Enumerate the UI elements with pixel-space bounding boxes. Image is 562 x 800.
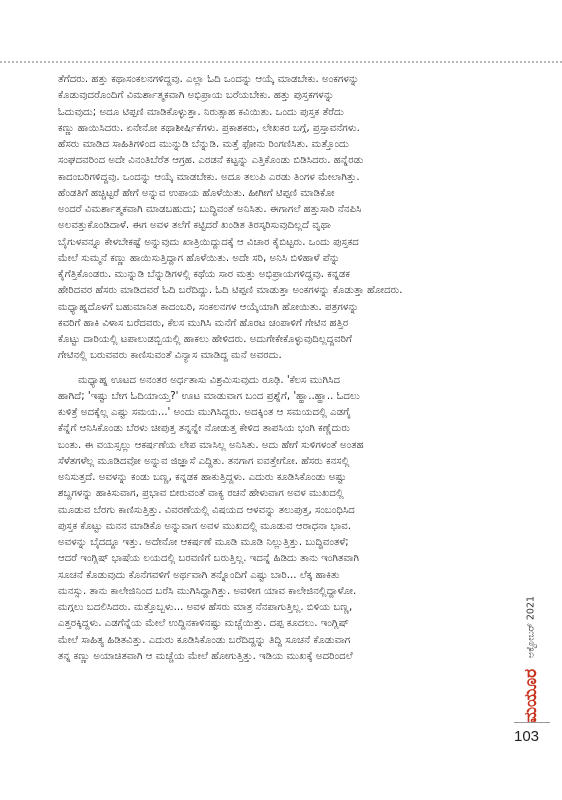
text-line: ಮೂಡುವ ಬೆರಗು ಕಾಣಿಸುತ್ತಿತ್ತು. ವಿವರಣೆಯಲ್ಲಿ ವಿಷಯದ ಆಳವನ್ನು ತಲುಪುತ್ತ, ಸಂಬಂಧಿಸಿದ xyxy=(58,504,355,516)
text-line: ಬಂತು. ಈ ವಯಸ್ಸಲ್ಲು ಆಕರ್ಷಣೆಯ ಲೇಪ ಮಾಸಿಲ್ಲ ಅನಿಸಿತು. ಅದು ಹೇಗೆ ಸುಳಿಗಳಂತೆ ಅಂತಹ xyxy=(58,439,364,451)
text-line: ಕಾದಂಬರಿಗಳಿದ್ದವು. ಒಂದನ್ನು ಆಯ್ಕೆ ಮಾಡಬೇಕು. ಅದೂ ತಲುಪಿ ಎರಡು ತಿಂಗಳ ಮೇಲಾಗಿತ್ತು. xyxy=(58,171,360,183)
text-line: ಕುಳಿತ್ರೆ ಅದಕ್ಕೆಲ್ಲ ಎಷ್ಟು ಸಮಯ...' ಅಂದು ಮುಗಿಸಿದ್ದರು. ಅದಕ್ಕಿಂತ ಆ ಸಮಯದಲ್ಲಿ ಎಡಗೈ xyxy=(58,407,351,418)
text-line: ಹೆಸರು ಮಾಡಿದ ಸಾಹಿತಿಗಳಿಂದ ಮುನ್ನುಡಿ ಬೆನ್ನುಡಿ. ಮತ್ತೆ ಫೋನು ರಿಂಗಣಿಸಿತು. ಮತ್ತೊಂದು xyxy=(58,139,349,150)
text-line: ಸೆಳೆತಗಳೆಲ್ಲ ಮೂಡಿದವೋ ಅನ್ನುವ ಜಿಜ್ಞಾಸೆ ಎದ್ದಿತು. ತನಗಾಗ ಐವತ್ತೇಗೋ. ಹೆಸರು ಕನಸಲ್ಲಿ xyxy=(58,455,350,467)
top-dotted-rule xyxy=(0,61,562,63)
text-line: ಅವಳನ್ನು ಬೈದದ್ದೂ ಇತ್ತು. ಅದೇನೋ ಆಕರ್ಷಣೆ ಮೂಡಿ ಮೂಡಿ ನಿಲ್ಲುತ್ತಿತ್ತು. ಬುದ್ಧಿವಂತಳೆ; xyxy=(58,537,349,548)
text-line: ಮೇಲೆ ಸುಮ್ಮನೆ ಕಣ್ಣು ಹಾಯಿಸುತ್ತಿದ್ದಾಗ ಹೊಳೆಯಿತು. ಅದೇ ಸರಿ, ಅನಿಸಿ ಬಿಳಿಹಾಳೆ ಪೆನ್ನು xyxy=(58,252,340,264)
text-line: ಆದರೆ ಇಂಗ್ಲಿಷ್ ಭಾಷೆಯ ಲಯದಲ್ಲಿ ಬರವಣಿಗೆ ಬರುತ್ತಿಲ್ಲ. ಇದನ್ನೆ ಹಿಡಿದು ತಾನು ಇಂಗಿತವಾಗಿ xyxy=(58,553,360,565)
text-line: ಮಧ್ಯಾಹ್ನದೊಳಗೆ ಬಹುಮಾನಿತ ಕಾದಂಬರಿ, ಸಂಕಲನಗಳ ಆಯ್ಕೆಯಾಗಿ ಹೋಯಿತು. ಪತ್ರಗಳನ್ನು xyxy=(58,301,359,313)
issue-date-label xyxy=(520,592,542,662)
magazine-logo xyxy=(517,668,545,724)
page-number-rule xyxy=(514,722,550,723)
text-line: ಕಣ್ಣು ಹಾಯಿಸಿದರು. ಏನೇನೋ ಕಥಾಶೀರ್ಷಿಕೆಗಳು. ಪ್ರಕಾಶಕರು, ಲೇಖಕರ ಬಗ್ಗೆ, ಪ್ರಸ್ತಾವನೆಗಳು. xyxy=(58,122,360,134)
text-line: ಮನಸ್ಸು. ತಾನು ಕಾಲೇಜಿನಿಂದ ಬರೆಸಿ ಮುಗಿಸಿದ್ದಾಗಿತ್ತು. ಅವಳೀಗ ಯಾವ ಕಾಲೇಜಿನಲ್ಲಿದ್ದಾಳೋ. xyxy=(58,585,357,597)
page-number: 103 xyxy=(514,728,540,745)
paragraph-2 xyxy=(58,373,506,666)
article-body xyxy=(58,72,506,665)
paragraph-1 xyxy=(58,72,506,365)
text-line: ಕವರಿಗೆ ಹಾಕಿ ವಿಳಾಸ ಬರೆದವರು, ಕೆಲಸ ಮುಗಿಸಿ ಮನೆಗೆ ಹೊರಟ ಚಂಪಾಳಿಗೆ ಗೇಟಿನ ಹತ್ತಿರ xyxy=(58,317,349,329)
magazine-logo-text: ಮಯೂರ xyxy=(521,668,541,724)
text-line: ತನ್ನ ಕಣ್ಣು ಅಯಾಚಿತವಾಗಿ ಆ ಮಚ್ಚೆಯ ಮೇಲೆ ಹೋಗುತ್ತಿತ್ತು. ಇಡಿಯ ಮುಖಕ್ಕೆ ಅದರಿಂದಲೆ xyxy=(58,650,353,662)
text-line: ಶಬ್ದಗಳನ್ನು ಹಾಕಿಸುವಾಗ, ಪ್ರಭಾವ ಬೀರುವಂತೆ ವಾಕ್ಯ ರಚನೆ ಹೇಳುವಾಗ ಅವಳ ಮುಖದಲ್ಲಿ xyxy=(58,488,344,500)
text-line: ಕೊಟ್ಟು ದಾರಿಯಲ್ಲಿ ಟಪಾಲುಡಬ್ಬಿಯಲ್ಲಿ ಹಾಕಲು ಹೇಳಿದರು. ಅದುಗೇಕೇಕೊಳ್ಳುವುದಿಲ್ಲದ್ದವರಿಗೆ xyxy=(58,334,352,345)
text-line: ಹೆಂಡತಿಗೆ ಹಚ್ಚಿಟ್ಟರೆ ಹೇಗೆ ಅನ್ನುವ ಉಪಾಯ ಹೊಳೆಯಿತು. ಹೀಗೀಗೆ ಟಿಪ್ಪಣಿ ಮಾಡಿಕೋ xyxy=(58,187,335,199)
text-line: ಎತ್ತರಕ್ಕಿದ್ದಳು. ಎಡಗೆನ್ನೆಯ ಮೇಲೆ ಉದ್ದಿನಕಾಳಿನಷ್ಟು ಮಚ್ಚೆಯಿತ್ತು. ದಪ್ಪ ಕೂದಲು. ಇಂಗ್ಲಿಷ್ xyxy=(58,618,349,630)
text-line: ಬೈಗುಳವನ್ನೂ ಕೇಳಬೇಕಷ್ಟೆ ಅನ್ನುವುದು ಖಾತ್ರಿಯಿದ್ದುದಕ್ಕೆ ಆ ವಿಚಾರ ಕೈಬಿಟ್ಟರು. ಒಂದು ಪುಸ್ತಕದ xyxy=(58,236,359,248)
text-line: ಸಂಘದವರಿಂದ ಅದೇ ವಿನಂತಿಬೆರೆತ ಆಗ್ರಹ. ಎರಡನೆ ಕಟ್ಟನ್ನು ಎತ್ತಿಕೊಂಡು ಬಿಡಿಸಿದರು. ಹನ್ನೆರಡು xyxy=(58,155,364,167)
text-line: ಮೇಲೆ ಸಾಹಿತ್ಯ ಹಿಡಿತವಿತ್ತು. ಎದುರು ಕೂಡಿಸಿಕೊಂಡು ಬರೆದಿದ್ದನ್ನು ತಿದ್ದಿ ಸೂಚನೆ ಕೊಡುವಾಗ xyxy=(58,634,351,646)
text-line: ಕೊಡುವುದರೊಂದಿಗೆ ವಿಮರ್ಶಾತ್ಮಕವಾಗಿ ಅಭಿಪ್ರಾಯ ಬರೆಯಬೇಕು. ಹತ್ತು ಪುಸ್ತಕಗಳನ್ನು xyxy=(58,90,335,102)
text-line: ಕೆನ್ನೆಗೆ ಆನಿಸಿಕೊಂಡು ಬೆರಳು ಚೀಪುತ್ತ ತನ್ನನ್ನೇ ನೋಡುತ್ತ ಕೇಳಿದ ತಾಪಸಿಯ ಭಂಗಿ ಕಣ್ಣೆದುರು xyxy=(58,423,351,435)
text-line: ತೆಗೆದರು. ಹತ್ತು ಕಥಾಸಂಕಲನಗಳಿದ್ದವು. ಎಲ್ಲಾ ಓದಿ ಒಂದನ್ನು ಆಯ್ಕೆ ಮಾಡಬೇಕು. ಅಂಕಗಳನ್ನು xyxy=(58,74,360,85)
issue-date-text: ಅಕ್ಟೋಬರ್ 2021 xyxy=(525,595,537,659)
text-line: ಸೂಚನೆ ಕೊಡುವುದು ಕೊನೆಗವಳಿಗೆ ಅರ್ಥವಾಗಿ ತನ್ನೊಂದಿಗೆ ಎಷ್ಟು ಬಾರಿ... ಲೆಕ್ಕ ಹಾಕಿತು xyxy=(58,569,340,581)
text-line: ಹೇರಿದವರ ಹೆಸರು ಮಾಡಿದವರೆ ಓದಿ ಬರೆದಿದ್ದು. ಓದಿ ಟಿಪ್ಪಣಿ ಮಾಡುತ್ತಾ ಅಂಕಗಳನ್ನು ಕೊಡುತ್ತಾ ಹೋದರು. xyxy=(58,285,403,297)
text-line: ಹಾಗಿದೆ; 'ಇಷ್ಟು ಬೇಗ ಓದಿಯಾಯ್ತ?' ಊಟ ಮಾಡುವಾಗ ಬಂದ ಪ್ರಶ್ನೆಗೆ, 'ಹ್ಹಾ..ಹ್ಹಾ.. ಓದಲು xyxy=(58,390,360,402)
text-line: ಅಂದರೆ ವಿಮರ್ಶಾತ್ಮಕವಾಗಿ ಮಾಡಬಹುದು; ಬುದ್ಧಿವಂತೆ ಅನಿಸಿತು. ಈಗಾಗಲೆ ಹತ್ತುಸಾರಿ ನೆನಪಿಸಿ xyxy=(58,204,362,215)
text-line: ಅನಿಸುತ್ತದೆ. ಅವಳನ್ನು ಕಂಡು ಬಣ್ಣ, ಕನ್ನಡಕ ಹಾಕುತ್ತಿದ್ದಳು. ಎದುರು ಕೂಡಿಸಿಕೊಂಡು ಅಷ್ಟು xyxy=(58,472,347,483)
text-line: ಮಗ್ಗಲು ಬದಲಿಸಿದರು. ಮತ್ತೊಬ್ಬಳು... ಅವಳ ಹೆಸರು ಮಾತ್ರ ನೆನಪಾಗುತ್ತಿಲ್ಲ. ಬಿಳಿಯ ಬಣ್ಣ, xyxy=(58,602,353,613)
paragraph-gap xyxy=(58,365,506,373)
text-line: ಕೈಗೆತ್ತಿಕೊಂಡರು. ಮುನ್ನುಡಿ ಬೆನ್ನುಡಿಗಳಲ್ಲಿ ಕಥೆಯ ಸಾರ ಮತ್ತು ಅಭಿಪ್ರಾಯಗಳಿದ್ದವು. ಕನ್ನಡಕ xyxy=(58,269,350,280)
text-line: ಅಲವತ್ತುಕೊಂಡಿದಾಳೆ. ಈಗ ಅವಳ ತಲೆಗೆ ಕಟ್ಟಿದರೆ ಖಂಡಿತ ತಿರಸ್ಕರಿಸುವುದಿಲ್ಲದೆ ವೃಥಾ xyxy=(58,220,331,232)
text-line: ಓದುವುದು; ಅದೂ ಟಿಪ್ಪಣಿ ಮಾಡಿಕೊಳ್ಳುತ್ತಾ. ನಿರುತ್ಸಾಹ ಕವಿಯಿತು. ಒಂದು ಪುಸ್ತಕ ತೆರೆದು xyxy=(58,106,344,118)
text-line: ಮಧ್ಯಾಹ್ನ ಊಟದ ಅನಂತರ ಅರ್ಧತಾಸು ವಿಶ್ರಮಿಸುವುದು ರೂಢಿ. 'ಕೆಲಸ ಮುಗಿಸಿದ xyxy=(78,374,341,386)
text-line: ಪುಸ್ತಕ ಕೊಟ್ಟು ಮನನ ಮಾಡಿಕೊ ಅನ್ನುವಾಗ ಅವಳ ಮುಖದಲ್ಲಿ ಮೂಡುವ ಆರಾಧನಾ ಭಾವ. xyxy=(58,520,352,532)
text-line: ಗೇಟಿನಲ್ಲಿ ಬರುವವರು ಕಾಣಿಸುವಂತೆ ವಿನ್ಯಾಸ ಮಾಡಿದ್ದ ಮನೆ ಅವರದು. xyxy=(58,350,282,362)
